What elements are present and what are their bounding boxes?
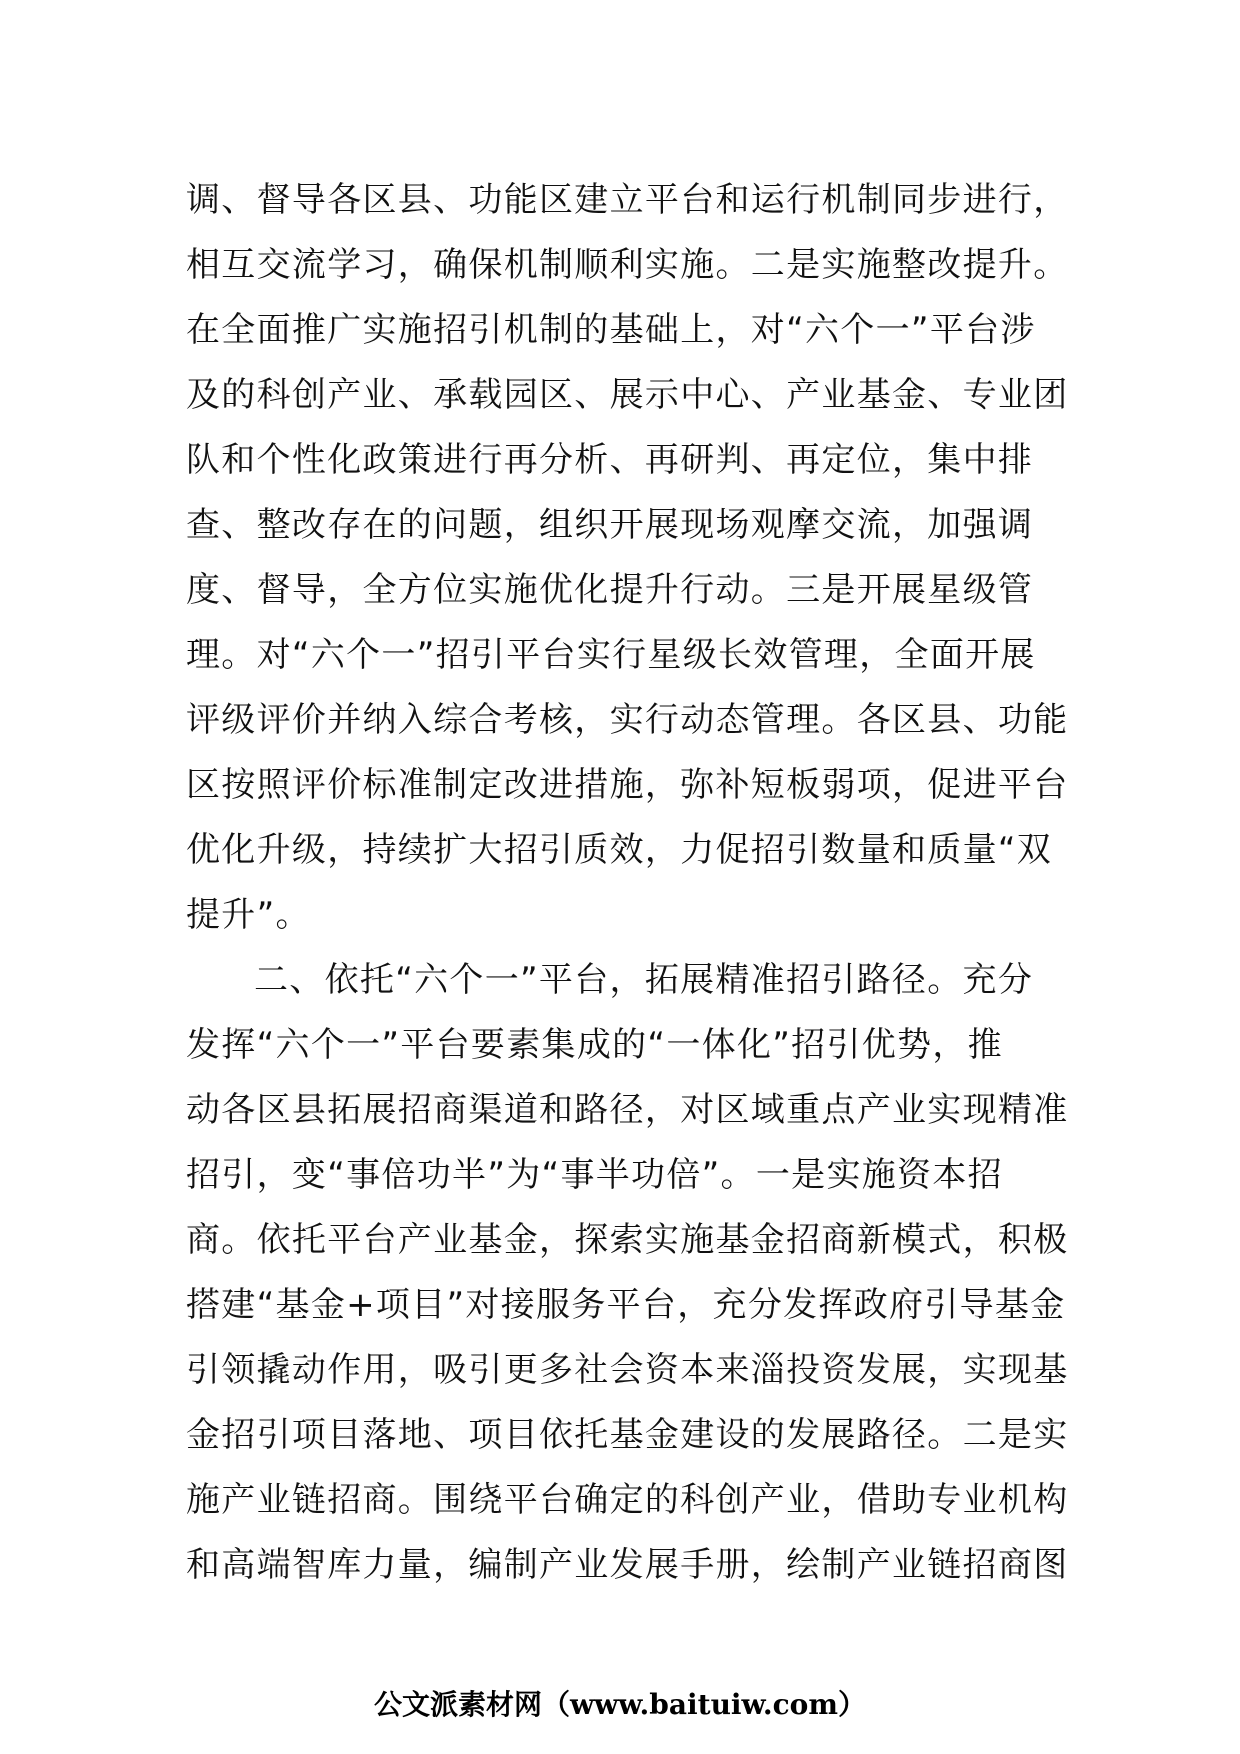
footer-watermark: 公文派素材网（www.baituiw.com） <box>374 1688 866 1721</box>
text-line: 搭建“基金+项目”对接服务平台，充分发挥政府引导基金 <box>186 1285 1066 1325</box>
section-heading-line: 二、依托“六个一”平台，拓展精准招引路径。充分 <box>254 960 1034 1000</box>
text-line: 队和个性化政策进行再分析、再研判、再定位，集中排 <box>186 440 1034 480</box>
text-line: 发挥“六个一”平台要素集成的“一体化”招引优势，推 <box>186 1025 1003 1065</box>
text-line: 评级评价并纳入综合考核，实行动态管理。各区县、功能 <box>186 700 1069 740</box>
text-line: 商。依托平台产业基金，探索实施基金招商新模式，积极 <box>186 1220 1069 1260</box>
text-line: 度、督导，全方位实施优化提升行动。三是开展星级管 <box>186 570 1034 610</box>
text-line: 相互交流学习，确保机制顺利实施。二是实施整改提升。 <box>186 245 1069 285</box>
text-line: 施产业链招商。围绕平台确定的科创产业，借助专业机构 <box>186 1480 1069 1520</box>
body-text <box>186 168 1069 1598</box>
text-line: 和高端智库力量，编制产业发展手册，绘制产业链招商图 <box>186 1545 1069 1585</box>
text-line: 引领撬动作用，吸引更多社会资本来淄投资发展，实现基 <box>186 1350 1069 1390</box>
text-line: 在全面推广实施招引机制的基础上，对“六个一”平台涉 <box>186 310 1036 350</box>
text-line: 查、整改存在的问题，组织开展现场观摩交流，加强调 <box>186 505 1034 545</box>
text-line: 调、督导各区县、功能区建立平台和运行机制同步进行， <box>186 180 1069 220</box>
text-line: 理。对“六个一”招引平台实行星级长效管理，全面开展 <box>186 635 1036 675</box>
text-line: 提升”。 <box>186 895 311 935</box>
text-line: 招引，变“事倍功半”为“事半功倍”。一是实施资本招 <box>186 1155 1003 1195</box>
text-line: 金招引项目落地、项目依托基金建设的发展路径。二是实 <box>186 1415 1069 1455</box>
text-line: 动各区县拓展招商渠道和路径，对区域重点产业实现精准 <box>186 1090 1069 1130</box>
text-line: 区按照评价标准制定改进措施，弥补短板弱项，促进平台 <box>186 765 1069 805</box>
text-line: 优化升级，持续扩大招引质效，力促招引数量和质量“双 <box>186 830 1053 870</box>
text-line: 及的科创产业、承载园区、展示中心、产业基金、专业团 <box>186 375 1069 415</box>
